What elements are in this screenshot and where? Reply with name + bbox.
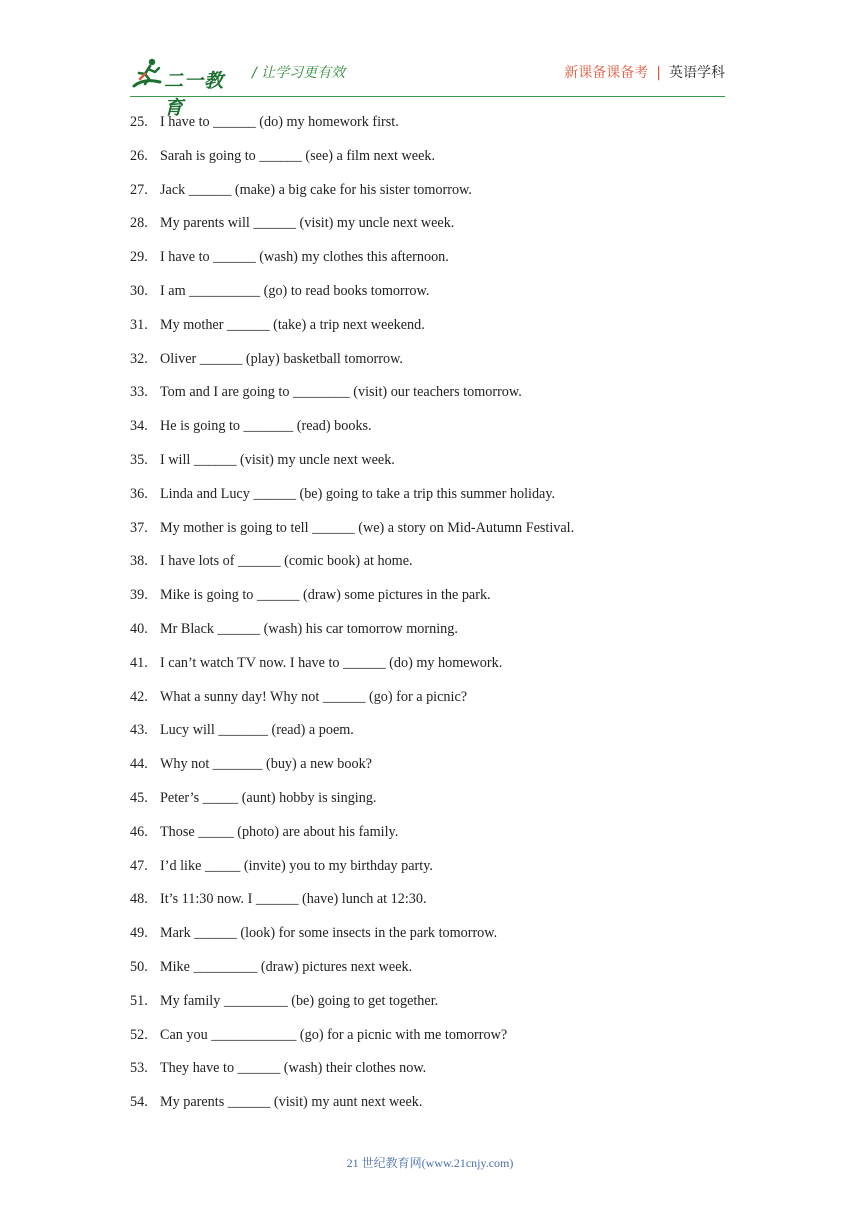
question-text: I have to ______ (wash) my clothes this afternoon.	[160, 249, 449, 266]
header-slogan: / 让学习更有效	[252, 65, 346, 81]
question-number: 32.	[130, 350, 148, 367]
question-text: I have lots of ______ (comic book) at home.	[160, 553, 413, 570]
question-number: 50.	[130, 958, 148, 975]
question-number: 25.	[130, 114, 148, 130]
question-item	[130, 1093, 730, 1127]
question-item	[130, 755, 730, 789]
question-text: Linda and Lucy ______ (be) going to take a trip this summer holiday.	[160, 485, 556, 502]
question-number: 26.	[130, 147, 148, 164]
question-text: Tom and I are going to ________ (visit) our teachers tomorrow.	[160, 384, 522, 401]
question-number: 30.	[130, 282, 148, 299]
question-text: Why not _______ (buy) a new book?	[160, 756, 372, 773]
question-number: 29.	[130, 249, 148, 266]
question-item	[130, 586, 730, 620]
question-item	[130, 383, 730, 417]
question-text: My mother ______ (take) a trip next weekend.	[160, 316, 425, 333]
question-text: Mike _________ (draw) pictures next week.	[160, 958, 413, 975]
question-item	[130, 316, 730, 350]
question-item	[130, 958, 730, 992]
question-text: I’d like _____ (invite) you to my birthday party.	[160, 857, 433, 874]
question-item	[130, 654, 730, 688]
question-text: Can you ____________ (go) for a picnic with me tomorrow?	[160, 1026, 508, 1043]
question-number: 45.	[130, 789, 148, 806]
question-item	[130, 350, 730, 384]
question-text: My mother is going to tell ______ (we) a story on Mid-Autumn Festival.	[160, 519, 575, 536]
brand-logo	[130, 56, 242, 119]
question-number: 31.	[130, 316, 148, 333]
question-item	[130, 214, 730, 248]
question-text: My parents ______ (visit) my aunt next week.	[160, 1094, 423, 1111]
question-item	[130, 789, 730, 823]
question-item	[130, 485, 730, 519]
question-list	[130, 113, 730, 1127]
header-subject: 英语学科	[669, 65, 725, 81]
question-text: What a sunny day! Why not ______ (go) for a picnic?	[160, 688, 468, 705]
question-number: 33.	[130, 384, 148, 401]
question-text: He is going to _______ (read) books.	[160, 418, 372, 435]
question-number: 54.	[130, 1094, 148, 1111]
header-category: 新课备课备考	[564, 65, 649, 81]
question-text: Jack ______ (make) a big cake for his sister tomorrow.	[160, 181, 472, 198]
header-divider	[130, 96, 725, 97]
question-text: Oliver ______ (play) basketball tomorrow.	[160, 350, 403, 367]
question-item	[130, 113, 730, 147]
question-number: 43.	[130, 722, 148, 739]
question-item	[130, 519, 730, 553]
question-text: My parents will ______ (visit) my uncle next week.	[160, 215, 455, 232]
question-text: My family _________ (be) going to get together.	[160, 992, 439, 1009]
brand-name: 二一教育	[164, 71, 225, 119]
question-text: Peter’s _____ (aunt) hobby is singing.	[160, 789, 377, 806]
question-number: 27.	[130, 181, 148, 198]
question-item	[130, 924, 730, 958]
question-item	[130, 688, 730, 722]
question-text: I will ______ (visit) my uncle next week.	[160, 451, 395, 468]
question-number: 34.	[130, 418, 148, 435]
question-item	[130, 181, 730, 215]
question-text: Mr Black ______ (wash) his car tomorrow morning.	[160, 620, 458, 637]
question-text: Lucy will _______ (read) a poem.	[160, 722, 354, 739]
question-number: 49.	[130, 925, 148, 942]
question-item	[130, 552, 730, 586]
question-number: 28.	[130, 215, 148, 232]
question-text: I can’t watch TV now. I have to ______ (do) my homework.	[160, 654, 503, 671]
question-item	[130, 890, 730, 924]
question-number: 44.	[130, 756, 148, 773]
question-text: They have to ______ (wash) their clothes now.	[160, 1060, 427, 1077]
question-number: 52.	[130, 1026, 148, 1043]
question-item	[130, 823, 730, 857]
question-text: I have to ______ (do) my homework first.	[160, 114, 399, 130]
header-subject-info	[564, 62, 725, 82]
header-separator: |	[656, 65, 661, 81]
question-number: 51.	[130, 992, 148, 1009]
question-item	[130, 620, 730, 654]
question-number: 39.	[130, 587, 148, 604]
question-number: 35.	[130, 451, 148, 468]
question-item	[130, 248, 730, 282]
question-text: Mark ______ (look) for some insects in the park tomorrow.	[160, 925, 498, 942]
question-item	[130, 857, 730, 891]
question-text: Sarah is going to ______ (see) a film next week.	[160, 147, 436, 164]
runner-icon	[130, 56, 166, 92]
question-item	[130, 451, 730, 485]
question-number: 48.	[130, 891, 148, 908]
question-number: 38.	[130, 553, 148, 570]
question-text: Those _____ (photo) are about his family.	[160, 823, 399, 840]
question-item	[130, 282, 730, 316]
question-text: I am __________ (go) to read books tomorrow.	[160, 282, 430, 299]
question-number: 40.	[130, 620, 148, 637]
question-number: 37.	[130, 519, 148, 536]
question-item	[130, 417, 730, 451]
question-number: 46.	[130, 823, 148, 840]
question-text: Mike is going to ______ (draw) some pictures in the park.	[160, 587, 491, 604]
page-footer: 21 世纪教育网(www.21cnjy.com)	[346, 1156, 514, 1170]
question-number: 42.	[130, 688, 148, 705]
question-item	[130, 721, 730, 755]
page-header	[130, 52, 725, 119]
question-number: 41.	[130, 654, 148, 671]
question-item	[130, 147, 730, 181]
question-item	[130, 1059, 730, 1093]
question-number: 47.	[130, 857, 148, 874]
question-item	[130, 992, 730, 1026]
question-number: 36.	[130, 485, 148, 502]
question-text: It’s 11:30 now. I ______ (have) lunch at 12:30.	[160, 891, 427, 908]
question-item	[130, 1026, 730, 1060]
question-number: 53.	[130, 1060, 148, 1077]
